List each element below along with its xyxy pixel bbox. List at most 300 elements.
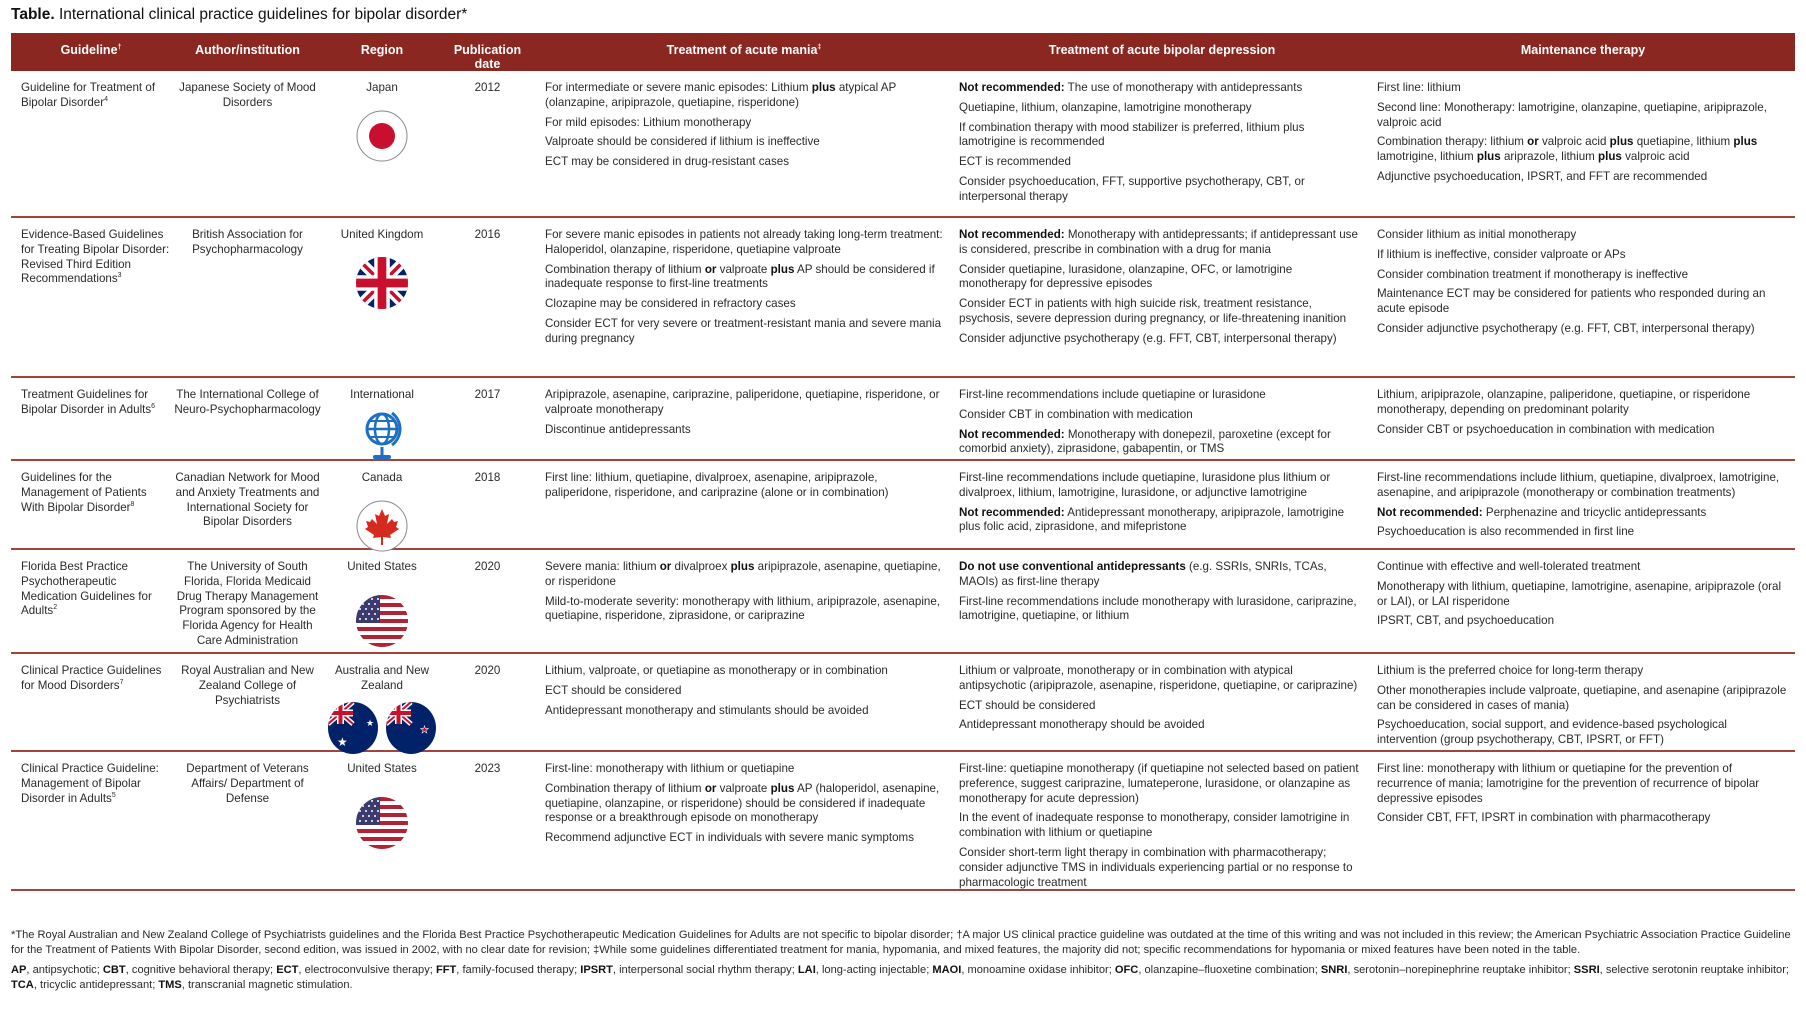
mania-item [545, 81, 945, 111]
text: Adjunctive psychoeducation, IPSRT, and FFT are recommended [1377, 169, 1708, 183]
emphasis: Not recommended: [959, 427, 1065, 441]
acute-mania-treatment [535, 218, 953, 376]
text: ECT should be considered [545, 683, 682, 697]
maintenance-therapy [1371, 654, 1795, 750]
depression-item [959, 228, 1363, 258]
maintenance-item [1377, 811, 1789, 826]
reference-number: 5 [111, 791, 116, 799]
author-institution: Royal Australian and New Zealand College of Psychiatrists [181, 664, 314, 707]
guideline-name [11, 71, 171, 216]
acute-mania-treatment [535, 461, 953, 548]
reference-number: 8 [130, 500, 135, 508]
mania-item [545, 423, 945, 438]
acute-mania-treatment [535, 752, 953, 889]
emphasis: or [659, 560, 672, 573]
text: First line: monotherapy with lithium or quetiapine for the prevention of recurrence of mania; lamotrigine for the prevention of recurrence of bipolar depressive episodes [1377, 762, 1760, 805]
text: Valproate should be considered if lithium is ineffective [545, 135, 820, 149]
abbreviation-separator: , [815, 964, 822, 976]
mania-item [545, 560, 945, 590]
text: First-line recommendations include monotherapy with lurasidone, cariprazine, lamotrigine, quetiapine, or lithium [959, 594, 1357, 623]
text: Other monotherapies include valproate, quetiapine, and asenapine (aripiprazole can be considered in cases of mania) [1377, 683, 1787, 712]
header-region: Region [360, 43, 404, 57]
text: First-line recommendations include quetiapine, lurasidone plus lithium or divalproex, lithium, lamotrigine, lurasidone, or adjunctive lamotrigine [959, 471, 1331, 499]
text: aripiprazole, asenapine, quetiapine, or risperidone [545, 560, 941, 588]
text: For severe manic episodes in patients not already taking long-term treatment: Haloperidol, olanzapine, risperidone, quetiapine valproate [545, 228, 943, 256]
guideline-title: Florida Best Practice Psychotherapeutic Medication Guidelines for Adults [21, 560, 152, 618]
maintenance-item [1377, 506, 1789, 521]
guidelines-table [11, 33, 1795, 891]
emphasis: plus [811, 81, 836, 94]
guideline-title: Guideline for Treatment of Bipolar Disorder [21, 81, 156, 109]
depression-item [959, 718, 1363, 733]
svg-text:★: ★ [337, 734, 348, 749]
text: valproate [716, 262, 771, 276]
flag-group [324, 702, 440, 754]
publication-year: 2017 [474, 388, 501, 401]
acute-mania-treatment [535, 71, 953, 216]
text: AP should be considered if inadequate response to first-line treatments [545, 262, 935, 291]
text: Recommend adjunctive ECT in individuals with severe manic symptoms [545, 831, 915, 845]
region [324, 378, 440, 459]
publication-year: 2020 [474, 560, 501, 573]
acute-depression-treatment [953, 550, 1371, 652]
text: Combination therapy of lithium [545, 781, 705, 795]
emphasis: or [704, 262, 717, 276]
acute-depression-treatment [953, 378, 1371, 459]
text: Consider ECT for very severe or treatment-resistant mania and severe mania during pregnancy [545, 316, 942, 345]
author-institution: British Association for Psychopharmacology [192, 228, 303, 256]
maintenance-therapy [1371, 461, 1795, 548]
text: valproic acid [1621, 150, 1690, 164]
acute-depression-treatment [953, 461, 1371, 548]
maintenance-item [1377, 762, 1789, 806]
table-row [11, 752, 1795, 891]
text: Second line: Monotherapy: lamotrigine, olanzapine, quetiapine, aripiprazole, valproic acid [1377, 100, 1767, 129]
text: Psychoeducation, social support, and evidence-based psychological intervention (group psychotherapy, CBT, IPSRT, or FFT) [1377, 718, 1727, 747]
mania-item [545, 317, 945, 347]
text: ECT may be considered in drug-resistant cases [545, 155, 790, 169]
text: Antidepressant monotherapy should be avoided [959, 718, 1205, 732]
abbreviation-end: ; [1785, 964, 1790, 976]
reference-number: 2 [53, 604, 58, 612]
text: Quetiapine, lithium, olanzapine, lamotrigine monotherapy [959, 100, 1252, 114]
emphasis: plus [1476, 150, 1501, 164]
maintenance-therapy [1371, 218, 1795, 376]
text: IPSRT, CBT, and psychoeducation [1377, 614, 1555, 628]
abbreviation-end: ; [574, 964, 581, 976]
caption-label: Table. [11, 6, 55, 23]
depression-item [959, 388, 1363, 403]
text: Maintenance ECT may be considered for patients who responded during an acute episode [1377, 287, 1766, 316]
abbreviation-definition: family-focused therapy [462, 964, 575, 976]
text: Perphenazine and tricyclic antidepressants [1482, 505, 1707, 519]
text: (e.g. SSRIs, SNRIs, TCAs, MAOIs) as first-line therapy [959, 560, 1327, 588]
emphasis: or [1527, 135, 1539, 149]
maintenance-item [1377, 287, 1789, 317]
mania-item [545, 704, 945, 719]
text: Consider combination treatment if monotherapy is ineffective [1377, 267, 1689, 281]
abbreviation-term: LAI [797, 964, 816, 976]
caption-text: International clinical practice guidelines for bipolar disorder* [54, 6, 468, 23]
abbreviation-separator: , [33, 978, 40, 991]
abbreviation-separator: , [1347, 964, 1354, 976]
header-acute-mania: Treatment of acute mania‡ [666, 43, 822, 57]
depression-item [959, 506, 1363, 536]
region-name: Australia and New Zealand [334, 664, 430, 692]
maintenance-item [1377, 684, 1789, 714]
maintenance-item [1377, 560, 1789, 575]
table-header [11, 33, 1795, 71]
maintenance-item [1377, 664, 1789, 679]
text: First line: lithium, quetiapine, divalproex, asenapine, aripiprazole, paliperidone, risperidone, and cariprazine (alone or in combination) [545, 471, 889, 499]
header-acute-depression: Treatment of acute bipolar depression [1048, 43, 1276, 57]
usa-flag-icon [356, 797, 408, 849]
abbreviation-end: ; [1108, 964, 1115, 976]
abbreviations [11, 963, 1795, 992]
text: valproate [716, 781, 771, 795]
abbreviation-term: TCA [11, 978, 34, 991]
mania-item [545, 471, 945, 501]
depression-item [959, 408, 1363, 423]
mania-item [545, 135, 945, 150]
header-guideline: Guideline† [60, 43, 122, 57]
maintenance-item [1377, 228, 1789, 243]
abbreviation-separator: , [26, 964, 33, 976]
abbreviation-definition: cognitive behavioral therapy [131, 964, 271, 976]
maintenance-item [1377, 718, 1789, 748]
mania-item [545, 831, 945, 846]
guideline-name [11, 461, 171, 548]
region [324, 654, 440, 750]
table-row [11, 218, 1795, 378]
text: divalproex [671, 560, 731, 573]
text: Consider quetiapine, lurasidone, olanzapine, OFC, or lamotrigine monotherapy for depressive episodes [959, 262, 1293, 291]
globe-icon [356, 407, 408, 463]
emphasis: Not recommended: [959, 505, 1065, 519]
abbreviation-separator: , [1599, 964, 1606, 976]
emphasis: plus [770, 262, 795, 276]
emphasis: plus [770, 781, 795, 795]
abbreviation-definition: transcranial magnetic stimulation [187, 978, 350, 991]
abbreviation-end: ; [96, 964, 103, 976]
text: The use of monotherapy with antidepressants [1064, 81, 1303, 94]
text: Consider adjunctive psychotherapy (e.g. FFT, CBT, interpersonal therapy) [1377, 321, 1755, 335]
abbreviation-end: ; [1567, 964, 1574, 976]
text: lamotrigine, lithium [1377, 150, 1477, 164]
depression-item [959, 762, 1363, 806]
text: Lithium is the preferred choice for long-term therapy [1377, 664, 1644, 677]
emphasis: Not recommended: [959, 81, 1065, 94]
mania-item [545, 782, 945, 826]
text: Psychoeducation is also recommended in first line [1377, 525, 1635, 539]
abbreviation-term: OFC [1114, 964, 1139, 976]
emphasis: plus [1609, 135, 1634, 149]
depression-item [959, 699, 1363, 714]
text: Clozapine may be considered in refractory cases [545, 297, 796, 311]
abbreviation-definition: monoamine oxidase inhibitor [967, 964, 1109, 976]
mania-item [545, 263, 945, 293]
depression-item [959, 471, 1363, 501]
region [324, 218, 440, 376]
maintenance-therapy [1371, 71, 1795, 216]
text: Consider adjunctive psychotherapy (e.g. FFT, CBT, interpersonal therapy) [959, 331, 1337, 345]
depression-item [959, 332, 1363, 347]
region [324, 71, 440, 216]
maintenance-item [1377, 525, 1789, 540]
abbreviation-term: AP [11, 964, 27, 976]
region-name: Japan [366, 81, 398, 94]
text: If combination therapy with mood stabilizer is preferred, lithium plus lamotrigine is recommended [959, 120, 1305, 149]
maintenance-item [1377, 388, 1789, 418]
emphasis: plus [1733, 135, 1758, 149]
text: Antidepressant monotherapy and stimulants should be avoided [545, 703, 869, 717]
maintenance-item [1377, 268, 1789, 283]
abbreviation-end: ; [926, 964, 933, 976]
table-body [11, 71, 1795, 891]
text: quetiapine, lithium [1633, 135, 1734, 149]
table-row [11, 550, 1795, 654]
author-institution: Canadian Network for Mood and Anxiety Treatments and International Society for Bipolar Disorders [175, 471, 320, 529]
depression-item [959, 664, 1363, 694]
abbreviation-definition: serotonin–norepinephrine reuptake inhibitor [1353, 964, 1568, 976]
depression-item [959, 121, 1363, 151]
emphasis: plus [730, 560, 755, 573]
abbreviation-definition: electroconvulsive therapy [304, 964, 430, 976]
abbreviation-term: SSRI [1573, 964, 1600, 976]
acute-depression-treatment [953, 752, 1371, 889]
abbreviation-separator: , [961, 964, 968, 976]
abbreviation-separator: , [612, 964, 620, 976]
maintenance-therapy [1371, 550, 1795, 652]
table-row [11, 461, 1795, 550]
text: Antidepressant monotherapy, aripiprazole, lamotrigine plus folic acid, ziprasidone, and mifepristone [959, 505, 1345, 534]
new-zealand-flag-icon [386, 702, 436, 754]
region-name: United Kingdom [340, 228, 424, 241]
abbreviation-separator: , [181, 978, 188, 991]
emphasis: Not recommended: [959, 228, 1065, 241]
text: For mild episodes: Lithium monotherapy [545, 115, 752, 129]
maintenance-item [1377, 580, 1789, 610]
abbreviation-definition: long-acting injectable [821, 964, 927, 976]
acute-depression-treatment [953, 218, 1371, 376]
maintenance-item [1377, 135, 1789, 165]
region-name: United States [347, 560, 417, 573]
depression-item [959, 175, 1363, 205]
text: Continue with effective and well-tolerated treatment [1377, 560, 1641, 573]
header-publication-date: Publication date [453, 43, 522, 71]
abbreviation-end: . [349, 978, 353, 991]
maintenance-item [1377, 423, 1789, 438]
table-notes [11, 928, 1795, 998]
text: Monotherapy with donepezil, paroxetine (except for comorbid anxiety), ziprasidone, gabapentin, or TMS [959, 427, 1331, 456]
table-row [11, 71, 1795, 218]
text: First-line: monotherapy with lithium or quetiapine [545, 762, 795, 775]
maintenance-item [1377, 81, 1789, 96]
abbreviation-term: MAOI [932, 964, 962, 976]
abbreviation-definition: antipsychotic [32, 964, 97, 976]
region-name: Canada [361, 471, 403, 484]
guideline-title: Clinical Practice Guideline: Management of Bipolar Disorder in Adults [21, 762, 159, 805]
text: If lithium is ineffective, consider valproate or APs [1377, 247, 1626, 261]
mania-item [545, 664, 945, 679]
maintenance-item [1377, 614, 1789, 629]
svg-text:★: ★ [420, 724, 429, 736]
japan-flag-icon [356, 110, 408, 162]
text: ECT is recommended [959, 155, 1071, 169]
text: Consider CBT, FFT, IPSRT in combination with pharmacotherapy [1377, 811, 1711, 825]
guideline-title: Treatment Guidelines for Bipolar Disorder in Adults [21, 388, 152, 416]
author-institution: Department of Veterans Affairs/ Department of Defense [186, 762, 309, 805]
maintenance-therapy [1371, 378, 1795, 459]
author-institution: The University of South Florida, Florida Medicaid Drug Therapy Management Program sponsored by the Florida Agency for Health Care Administration [176, 560, 319, 647]
header-author: Author/institution [195, 43, 300, 57]
mania-item [545, 595, 945, 625]
depression-item [959, 297, 1363, 327]
header-maintenance: Maintenance therapy [1520, 43, 1646, 57]
text: Lithium, valproate, or quetiapine as monotherapy or in combination [545, 664, 888, 677]
abbreviation-definition: tricyclic antidepressant [39, 978, 153, 991]
abbreviation-term: SNRI [1320, 964, 1348, 976]
text: Consider lithium as initial monotherapy [1377, 228, 1577, 241]
abbreviation-term: ECT [276, 964, 299, 976]
australia-flag-icon [328, 702, 378, 754]
abbreviation-definition: olanzapine–fluoxetine combination [1144, 964, 1315, 976]
depression-item [959, 155, 1363, 170]
author-institution: Japanese Society of Mood Disorders [179, 81, 316, 109]
abbreviation-end: ; [152, 978, 159, 991]
mania-item [545, 684, 945, 699]
text: Consider CBT or psychoeducation in combination with medication [1377, 422, 1715, 436]
acute-mania-treatment [535, 550, 953, 652]
text: Consider psychoeducation, FFT, supportive psychotherapy, CBT, or interpersonal therapy [959, 174, 1305, 203]
text: ariprazole, lithium [1500, 150, 1599, 164]
abbreviation-term: IPSRT [580, 964, 613, 976]
table-caption [11, 6, 467, 24]
maintenance-item [1377, 170, 1789, 185]
text: First line: lithium [1377, 81, 1461, 94]
text: AP (haloperidol, asenapine, quetiapine, olanzapine, or risperidone) should be considered if inadequate response or a breakthrough episode on monotherapy [545, 781, 940, 825]
text: valproic acid [1538, 135, 1610, 149]
guideline-title: Evidence-Based Guidelines for Treating Bipolar Disorder: Revised Third Edition Recommendations [21, 228, 170, 286]
guideline-title: Guidelines for the Management of Patients With Bipolar Disorder [21, 471, 147, 514]
depression-item [959, 595, 1363, 625]
mania-item [545, 762, 945, 777]
abbreviation-end: ; [791, 964, 798, 976]
emphasis: plus [1598, 150, 1622, 164]
depression-item [959, 101, 1363, 116]
reference-number: 3 [117, 272, 122, 280]
usa-flag-icon [356, 595, 408, 647]
mania-item [545, 116, 945, 131]
publication-year: 2020 [474, 664, 501, 677]
text: First-line: quetiapine monotherapy (if quetiapine not selected based on patient preference, suggest cariprazine, lumateperone, lurasidone, or olanzapine as monotherapy for acute depression) [959, 762, 1359, 805]
abbreviation-term: TMS [158, 978, 182, 991]
emphasis: or [704, 781, 717, 795]
depression-item [959, 811, 1363, 841]
svg-text:★: ★ [366, 718, 375, 729]
emphasis: Do not use conventional antidepressants [959, 560, 1186, 573]
abbreviation-end: ; [1314, 964, 1321, 976]
region [324, 461, 440, 548]
depression-item [959, 81, 1363, 96]
region-name: United States [347, 762, 417, 775]
text: ECT should be considered [959, 698, 1096, 712]
text: Aripiprazole, asenapine, cariprazine, paliperidone, quetiapine, risperidone, or valproate monotherapy [545, 388, 940, 416]
depression-item [959, 263, 1363, 293]
text: atypical AP (olanzapine, aripiprazole, quetiapine, risperidone) [545, 81, 896, 109]
maintenance-therapy [1371, 752, 1795, 889]
text: Lithium, aripiprazole, olanzapine, paliperidone, quetiapine, or risperidone monotherapy, depending on predominant polarity [1377, 388, 1751, 416]
mania-item [545, 388, 945, 418]
guideline-name [11, 378, 171, 459]
abbreviation-term: CBT [102, 964, 126, 976]
text: In the event of inadequate response to monotherapy, consider lamotrigine in combination with lithium or quetiapine [959, 811, 1350, 840]
guideline-name [11, 550, 171, 652]
reference-number: 6 [151, 402, 156, 410]
text: First-line recommendations include lithium, quetiapine, divalproex, lamotrigine, asenapine, and aripiprazole (monotherapy or combination treatments) [1377, 471, 1780, 499]
text: Combination therapy of lithium [545, 262, 705, 276]
text: Monotherapy with antidepressants; if antidepressant use is considered, prescribe in combination with a drug for mania [959, 228, 1358, 256]
publication-year: 2012 [474, 81, 501, 94]
abbreviation-separator: , [1138, 964, 1145, 976]
uk-flag-icon [356, 257, 408, 309]
abbreviation-term: FFT [435, 964, 457, 976]
abbreviation-separator: , [298, 964, 305, 976]
text: Consider ECT in patients with high suicide risk, treatment resistance, psychosis, severe depression during pregnancy, or life-threatening inanition [959, 297, 1347, 325]
publication-year: 2023 [474, 762, 501, 775]
region [324, 752, 440, 889]
abbreviation-end: ; [270, 964, 277, 976]
table-row [11, 654, 1795, 752]
reference-number: 7 [119, 678, 124, 686]
guideline-name [11, 218, 171, 376]
acute-depression-treatment [953, 654, 1371, 750]
text: Consider short-term light therapy in combination with pharmacotherapy; consider adjunctive TMS in individuals experiencing partial or no response to pharmacologic treatment [959, 845, 1353, 889]
text: Monotherapy with lithium, quetiapine, lamotrigine, asenapine, aripiprazole (oral or LAI), or LAI risperidone [1377, 579, 1782, 608]
maintenance-item [1377, 248, 1789, 263]
text: Mild-to-moderate severity: monotherapy with lithium, aripiprazole, asenapine, quetiapine, risperidone, ziprasidone, or cariprazine [545, 594, 941, 623]
abbreviation-definition: selective serotonin reuptake inhibitor [1605, 964, 1786, 976]
mania-item [545, 228, 945, 258]
guideline-name [11, 752, 171, 889]
acute-mania-treatment [535, 654, 953, 750]
region-name: International [350, 388, 414, 401]
abbreviation-separator: , [125, 964, 132, 976]
abbreviation-end: ; [429, 964, 436, 976]
mania-item [545, 297, 945, 312]
text: Consider CBT in combination with medication [959, 407, 1193, 421]
text: Discontinue antidepressants [545, 422, 691, 436]
guideline-title: Clinical Practice Guidelines for Mood Disorders [21, 664, 162, 692]
text: Lithium or valproate, monotherapy or in combination with atypical antipsychotic (aripiprazole, asenapine, risperidone, quetiapine, or cariprazine) [959, 664, 1358, 692]
author-institution: The International College of Neuro-Psychopharmacology [174, 388, 321, 416]
table-row [11, 378, 1795, 461]
acute-mania-treatment [535, 378, 953, 459]
guideline-name [11, 654, 171, 750]
depression-item [959, 846, 1363, 890]
text: First-line recommendations include quetiapine or lurasidone [959, 388, 1266, 401]
maintenance-item [1377, 101, 1789, 131]
publication-year: 2016 [474, 228, 501, 241]
maintenance-item [1377, 322, 1789, 337]
footnote: *The Royal Australian and New Zealand College of Psychiatrists guidelines and the Florida Best Practice Psychotherapeutic Medication Guidelines for Adults are not specific to bipolar disorder; †A major US clinical practice guideline was outdated at the time of this writing and was not included in this review; the American Psychiatric Association Practice Guideline for the Treatment of Patients With Bipolar Disorder, second edition, was issued in 2002, with no clear date for revision; ‡While some guidelines differentiated treatment for mania, hypomania, and mixed features, the majority did not; specific recommendations for hypomania or mixed features have been noted in the table. [11, 929, 1791, 956]
region [324, 550, 440, 652]
abbreviation-separator: , [456, 964, 463, 976]
text: For intermediate or severe manic episodes: Lithium [545, 81, 812, 94]
canada-flag-icon [356, 500, 408, 552]
publication-year: 2018 [474, 471, 501, 484]
maintenance-item [1377, 471, 1789, 501]
